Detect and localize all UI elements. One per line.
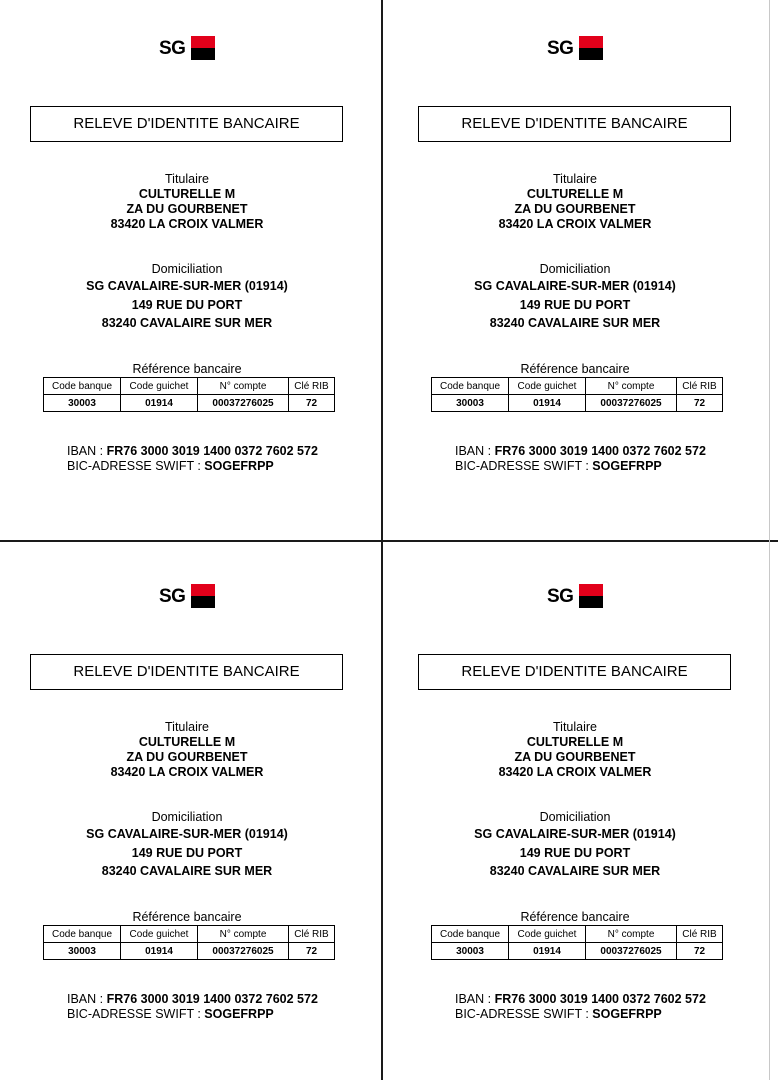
header-cle-rib: Clé RIB — [289, 926, 335, 943]
holder-address-line1: ZA DU GOURBENET — [514, 750, 636, 764]
logo-square-icon — [191, 36, 215, 60]
holder-section — [0, 172, 374, 232]
logo-text: SG — [159, 586, 186, 607]
sg-logo — [159, 584, 219, 610]
header-code-banque: Code banque — [432, 378, 509, 395]
rib-value-row — [432, 943, 723, 960]
rib-table — [43, 377, 335, 412]
header-code-guichet: Code guichet — [121, 926, 198, 943]
holder-address-line2: 83420 LA CROIX VALMER — [110, 765, 264, 779]
iban-block — [455, 992, 706, 1022]
holder-section — [388, 172, 762, 232]
domiciliation-section — [388, 262, 762, 333]
domiciliation-label: Domiciliation — [539, 262, 611, 276]
rib-value-row — [44, 395, 335, 412]
value-code-banque: 30003 — [44, 395, 121, 412]
value-code-guichet: 01914 — [121, 395, 198, 412]
iban-value: FR76 3000 3019 1400 0372 7602 572 — [106, 992, 318, 1006]
value-cle-rib: 72 — [289, 943, 335, 960]
holder-name: CULTURELLE M — [526, 187, 624, 201]
header-code-banque: Code banque — [44, 926, 121, 943]
value-code-guichet: 01914 — [509, 395, 586, 412]
bic-label: BIC-ADRESSE SWIFT : — [455, 459, 593, 473]
holder-name: CULTURELLE M — [138, 187, 236, 201]
value-code-guichet: 01914 — [509, 943, 586, 960]
iban-line — [455, 444, 706, 459]
bic-label: BIC-ADRESSE SWIFT : — [455, 1007, 593, 1021]
value-cle-rib: 72 — [289, 395, 335, 412]
bic-label: BIC-ADRESSE SWIFT : — [67, 459, 205, 473]
sg-logo — [547, 36, 607, 62]
document-title: RELEVE D'IDENTITE BANCAIRE — [30, 654, 343, 690]
iban-block — [455, 444, 706, 474]
horizontal-divider — [0, 540, 778, 542]
domiciliation-section — [0, 810, 374, 881]
iban-value: FR76 3000 3019 1400 0372 7602 572 — [106, 444, 318, 458]
logo-square-icon — [579, 36, 603, 60]
value-code-banque: 30003 — [44, 943, 121, 960]
rib-table — [43, 925, 335, 960]
rib-card-3 — [0, 548, 380, 1088]
holder-address-line2: 83420 LA CROIX VALMER — [110, 217, 264, 231]
iban-value: FR76 3000 3019 1400 0372 7602 572 — [494, 444, 706, 458]
header-code-guichet: Code guichet — [121, 378, 198, 395]
logo-square-icon — [191, 584, 215, 608]
reference-label: Référence bancaire — [132, 362, 242, 376]
value-numero-compte: 00037276025 — [586, 943, 677, 960]
bic-value: SOGEFRPP — [204, 1007, 274, 1021]
holder-address-line1: ZA DU GOURBENET — [126, 750, 248, 764]
domiciliation-label: Domiciliation — [539, 810, 611, 824]
iban-block — [67, 992, 318, 1022]
holder-label: Titulaire — [165, 172, 209, 186]
document-title: RELEVE D'IDENTITE BANCAIRE — [418, 106, 731, 142]
domiciliation-name: SG CAVALAIRE-SUR-MER (01914) — [86, 279, 288, 293]
value-code-banque: 30003 — [432, 943, 509, 960]
header-cle-rib: Clé RIB — [677, 378, 723, 395]
header-numero-compte: N° compte — [586, 926, 677, 943]
bic-line — [455, 1007, 706, 1022]
rib-table — [431, 377, 723, 412]
rib-header-row — [432, 926, 723, 943]
domiciliation-label: Domiciliation — [151, 810, 223, 824]
holder-name: CULTURELLE M — [138, 735, 236, 749]
header-numero-compte: N° compte — [198, 378, 289, 395]
iban-value: FR76 3000 3019 1400 0372 7602 572 — [494, 992, 706, 1006]
iban-line — [67, 444, 318, 459]
domiciliation-section — [388, 810, 762, 881]
domiciliation-label: Domiciliation — [151, 262, 223, 276]
domiciliation-address-line2: 83240 CAVALAIRE SUR MER — [101, 864, 273, 878]
logo-square-icon — [579, 584, 603, 608]
document-title: RELEVE D'IDENTITE BANCAIRE — [30, 106, 343, 142]
bic-value: SOGEFRPP — [592, 459, 662, 473]
domiciliation-name: SG CAVALAIRE-SUR-MER (01914) — [474, 279, 676, 293]
holder-address-line1: ZA DU GOURBENET — [126, 202, 248, 216]
bic-value: SOGEFRPP — [204, 459, 274, 473]
header-code-guichet: Code guichet — [509, 926, 586, 943]
holder-label: Titulaire — [553, 720, 597, 734]
page-edge — [769, 0, 770, 1080]
domiciliation-address-line2: 83240 CAVALAIRE SUR MER — [489, 864, 661, 878]
iban-label: IBAN : — [67, 992, 107, 1006]
value-code-banque: 30003 — [432, 395, 509, 412]
rib-card-2 — [388, 0, 768, 540]
holder-address-line2: 83420 LA CROIX VALMER — [498, 765, 652, 779]
sg-logo — [159, 36, 219, 62]
holder-section — [388, 720, 762, 780]
holder-name: CULTURELLE M — [526, 735, 624, 749]
rib-header-row — [44, 378, 335, 395]
rib-card-4 — [388, 548, 768, 1088]
iban-line — [455, 992, 706, 1007]
rib-card-1 — [0, 0, 380, 540]
domiciliation-name: SG CAVALAIRE-SUR-MER (01914) — [474, 827, 676, 841]
domiciliation-address-line1: 149 RUE DU PORT — [131, 845, 243, 860]
iban-line — [67, 992, 318, 1007]
domiciliation-address-line1: 149 RUE DU PORT — [519, 297, 631, 312]
bic-line — [67, 1007, 318, 1022]
iban-label: IBAN : — [455, 992, 495, 1006]
header-code-guichet: Code guichet — [509, 378, 586, 395]
logo-text: SG — [547, 38, 574, 59]
bic-label: BIC-ADRESSE SWIFT : — [67, 1007, 205, 1021]
domiciliation-address-line1: 149 RUE DU PORT — [131, 297, 243, 312]
value-numero-compte: 00037276025 — [198, 943, 289, 960]
value-numero-compte: 00037276025 — [198, 395, 289, 412]
logo-text: SG — [547, 586, 574, 607]
rib-value-row — [432, 395, 723, 412]
bic-line — [455, 459, 706, 474]
reference-label: Référence bancaire — [132, 910, 242, 924]
rib-table — [431, 925, 723, 960]
holder-label: Titulaire — [553, 172, 597, 186]
rib-header-row — [44, 926, 335, 943]
reference-label: Référence bancaire — [520, 362, 630, 376]
holder-address-line1: ZA DU GOURBENET — [514, 202, 636, 216]
value-code-guichet: 01914 — [121, 943, 198, 960]
domiciliation-address-line2: 83240 CAVALAIRE SUR MER — [489, 316, 661, 330]
header-code-banque: Code banque — [44, 378, 121, 395]
header-cle-rib: Clé RIB — [677, 926, 723, 943]
holder-section — [0, 720, 374, 780]
document-title: RELEVE D'IDENTITE BANCAIRE — [418, 654, 731, 690]
reference-label: Référence bancaire — [520, 910, 630, 924]
header-numero-compte: N° compte — [198, 926, 289, 943]
domiciliation-name: SG CAVALAIRE-SUR-MER (01914) — [86, 827, 288, 841]
iban-block — [67, 444, 318, 474]
holder-label: Titulaire — [165, 720, 209, 734]
value-cle-rib: 72 — [677, 395, 723, 412]
rib-value-row — [44, 943, 335, 960]
holder-address-line2: 83420 LA CROIX VALMER — [498, 217, 652, 231]
domiciliation-address-line2: 83240 CAVALAIRE SUR MER — [101, 316, 273, 330]
header-code-banque: Code banque — [432, 926, 509, 943]
iban-label: IBAN : — [455, 444, 495, 458]
iban-label: IBAN : — [67, 444, 107, 458]
value-cle-rib: 72 — [677, 943, 723, 960]
bic-value: SOGEFRPP — [592, 1007, 662, 1021]
rib-header-row — [432, 378, 723, 395]
value-numero-compte: 00037276025 — [586, 395, 677, 412]
logo-text: SG — [159, 38, 186, 59]
bic-line — [67, 459, 318, 474]
header-cle-rib: Clé RIB — [289, 378, 335, 395]
domiciliation-section — [0, 262, 374, 333]
sg-logo — [547, 584, 607, 610]
header-numero-compte: N° compte — [586, 378, 677, 395]
domiciliation-address-line1: 149 RUE DU PORT — [519, 845, 631, 860]
